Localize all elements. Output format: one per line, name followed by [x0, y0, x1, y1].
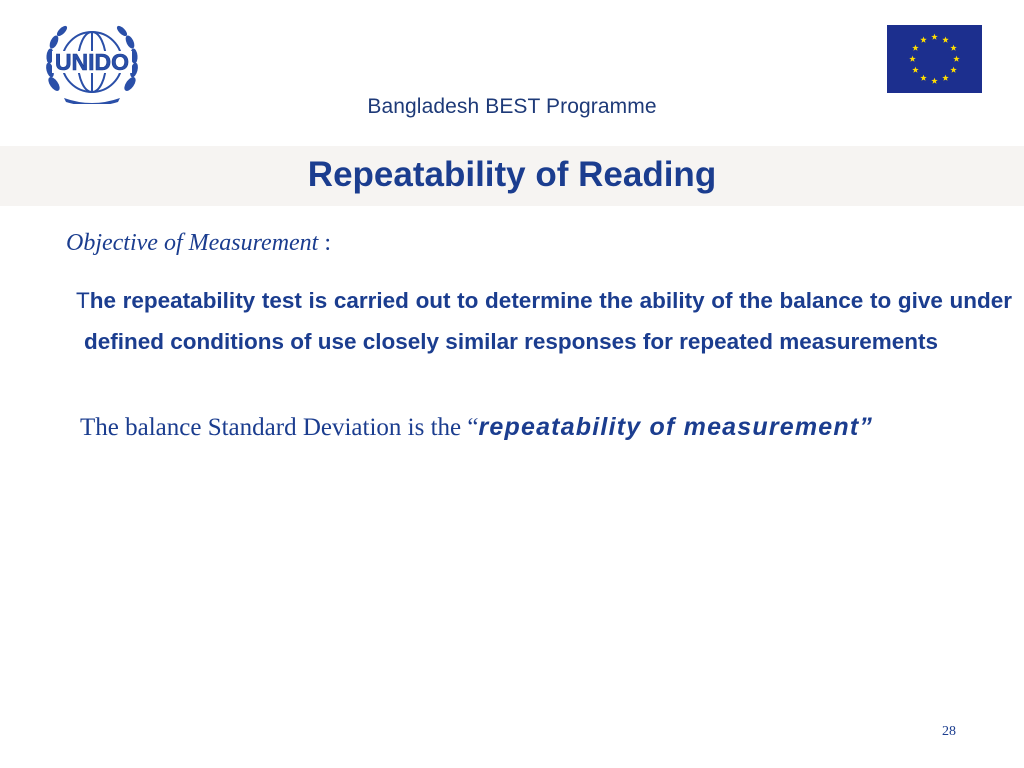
- eu-star-icon: [931, 34, 937, 40]
- objective-colon: :: [318, 230, 332, 256]
- eu-star-icon: [950, 67, 956, 73]
- eu-star-icon: [950, 45, 956, 51]
- eu-star-icon: [942, 75, 948, 81]
- standard-deviation-paragraph: [80, 409, 1012, 446]
- para1-first-letter: T: [76, 288, 90, 313]
- para2-emphasis: repeatability of measurement”: [478, 413, 874, 441]
- programme-name: Bangladesh BEST Programme: [367, 95, 657, 118]
- unido-logo-text: UNIDO: [54, 49, 130, 75]
- eu-star-icon: [912, 67, 918, 73]
- eu-flag: [887, 25, 982, 93]
- para1-text: he repeatability test is carried out to determine the ability of the balance to give under defined conditions of use closely similar responses for repeated measurements: [84, 288, 1012, 354]
- objective-label: Objective of Measurement: [66, 230, 319, 256]
- eu-star-icon: [931, 78, 937, 84]
- objective-heading: [66, 230, 331, 257]
- repeatability-test-paragraph: [76, 280, 1012, 362]
- unido-logo: [44, 22, 140, 104]
- eu-star-icon: [942, 37, 948, 43]
- eu-star-icon: [920, 37, 926, 43]
- para2-text: The balance Standard Deviation is the “: [80, 414, 479, 441]
- slide-title: Repeatability of Reading: [307, 155, 717, 194]
- page-number: 28: [942, 724, 956, 739]
- eu-star-icon: [953, 56, 959, 62]
- eu-star-icon: [909, 56, 915, 62]
- eu-star-icon: [912, 45, 918, 51]
- eu-stars-icon: [887, 25, 982, 93]
- eu-star-icon: [920, 75, 926, 81]
